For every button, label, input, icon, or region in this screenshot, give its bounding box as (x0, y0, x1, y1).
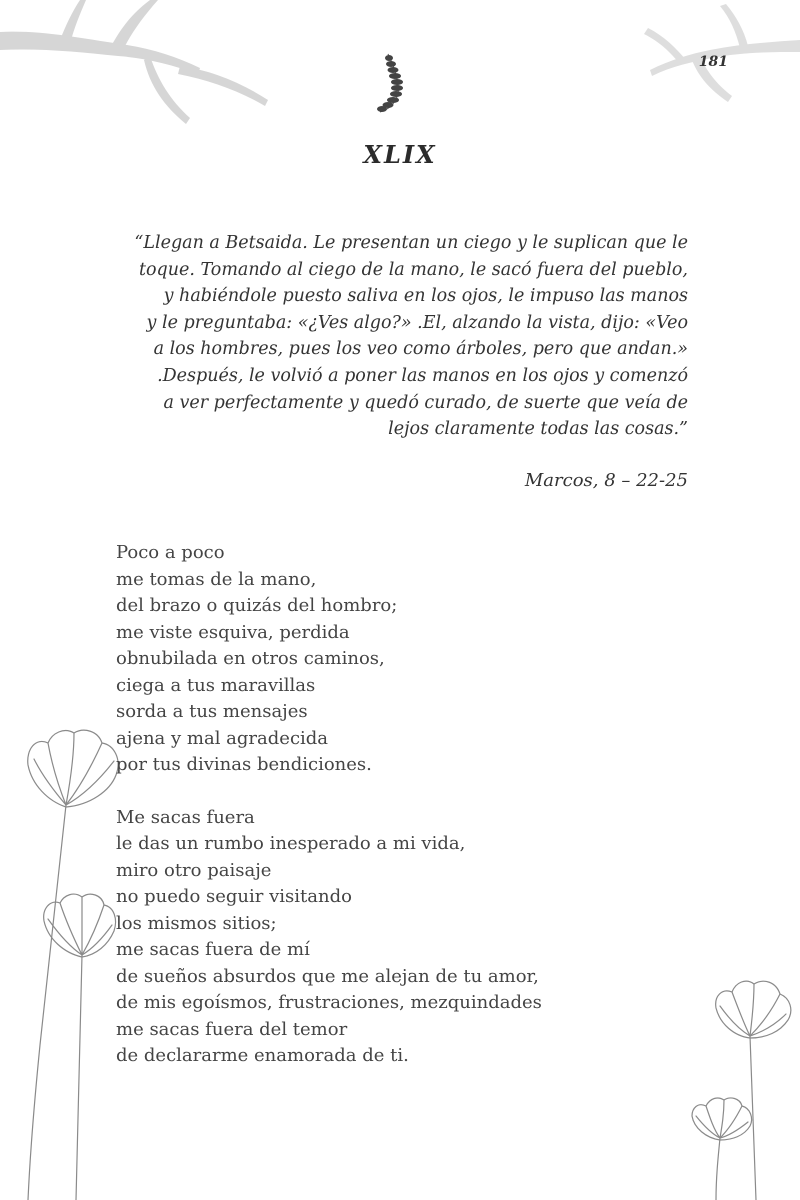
poem-line: ciega a tus maravillas (116, 674, 316, 696)
poem-line: me viste esquiva, perdida (116, 621, 350, 643)
epigraph-citation: Marcos, 8 – 22-25 (524, 470, 688, 491)
poem-line: obnubilada en otros caminos, (116, 648, 385, 669)
poem-stanza-1 (116, 540, 542, 779)
poem-line: de mis egoísmos, frustraciones, mezquindades (116, 992, 542, 1013)
poem-line: me tomas de la mano, (116, 568, 317, 590)
poem-stanza-2 (116, 805, 542, 1070)
poppy-flowers-left-icon (18, 725, 128, 1200)
poem-line: los mismos sitios; (116, 912, 277, 934)
poem-line: sorda a tus mensajes (116, 701, 308, 722)
poem-line: de sueños absurdos que me alejan de tu amor, (116, 965, 539, 987)
epigraph-line: y habiéndole puesto saliva en los ojos, le impuso las manos (163, 286, 688, 307)
epigraph-line: .Después, le volvió a poner las manos en los ojos y comenzó (157, 365, 688, 386)
poem-line: Me sacas fuera (116, 806, 255, 828)
poem-line: de declararme enamorada de ti. (116, 1045, 409, 1066)
poem-line: del brazo o quizás del hombro; (116, 595, 398, 616)
poem-body (116, 540, 542, 1096)
epigraph-line: “Llegan a Betsaida. Le presentan un ciego y le suplican que le (134, 233, 688, 253)
epigraph-line: a ver perfectamente y quedó curado, de suerte que veía de (163, 392, 688, 413)
poem-line: miro otro paisaje (116, 859, 272, 881)
epigraph-quote (96, 230, 688, 443)
epigraph-line: lejos claramente todas las cosas.” (388, 419, 688, 440)
epigraph-line: y le preguntaba: «¿Ves algo?» .El, alzando la vista, dijo: «Veo (146, 312, 688, 333)
caterpillar-icon (370, 52, 420, 118)
branch-top-left-icon (0, 0, 280, 150)
poem-line: no puedo seguir visitando (116, 886, 352, 907)
epigraph-line: a los hombres, pues los veo como árboles, pero que andan.» (153, 339, 688, 360)
poem-line: me sacas fuera del temor (116, 1018, 348, 1040)
poem-line: ajena y mal agradecida (116, 727, 329, 749)
chapter-title: XLIX (363, 140, 437, 169)
poem-line: Poco a poco (116, 542, 225, 563)
epigraph-line: toque. Tomando al ciego de la mano, le sacó fuera del pueblo, (138, 259, 688, 280)
poem-line: le das un rumbo inesperado a mi vida, (116, 833, 466, 854)
poem-line: por tus divinas bendiciones. (116, 754, 372, 775)
poppy-flowers-right-icon (686, 966, 800, 1200)
page-number: 181 (698, 54, 728, 70)
poem-line: me sacas fuera de mí (116, 939, 310, 960)
